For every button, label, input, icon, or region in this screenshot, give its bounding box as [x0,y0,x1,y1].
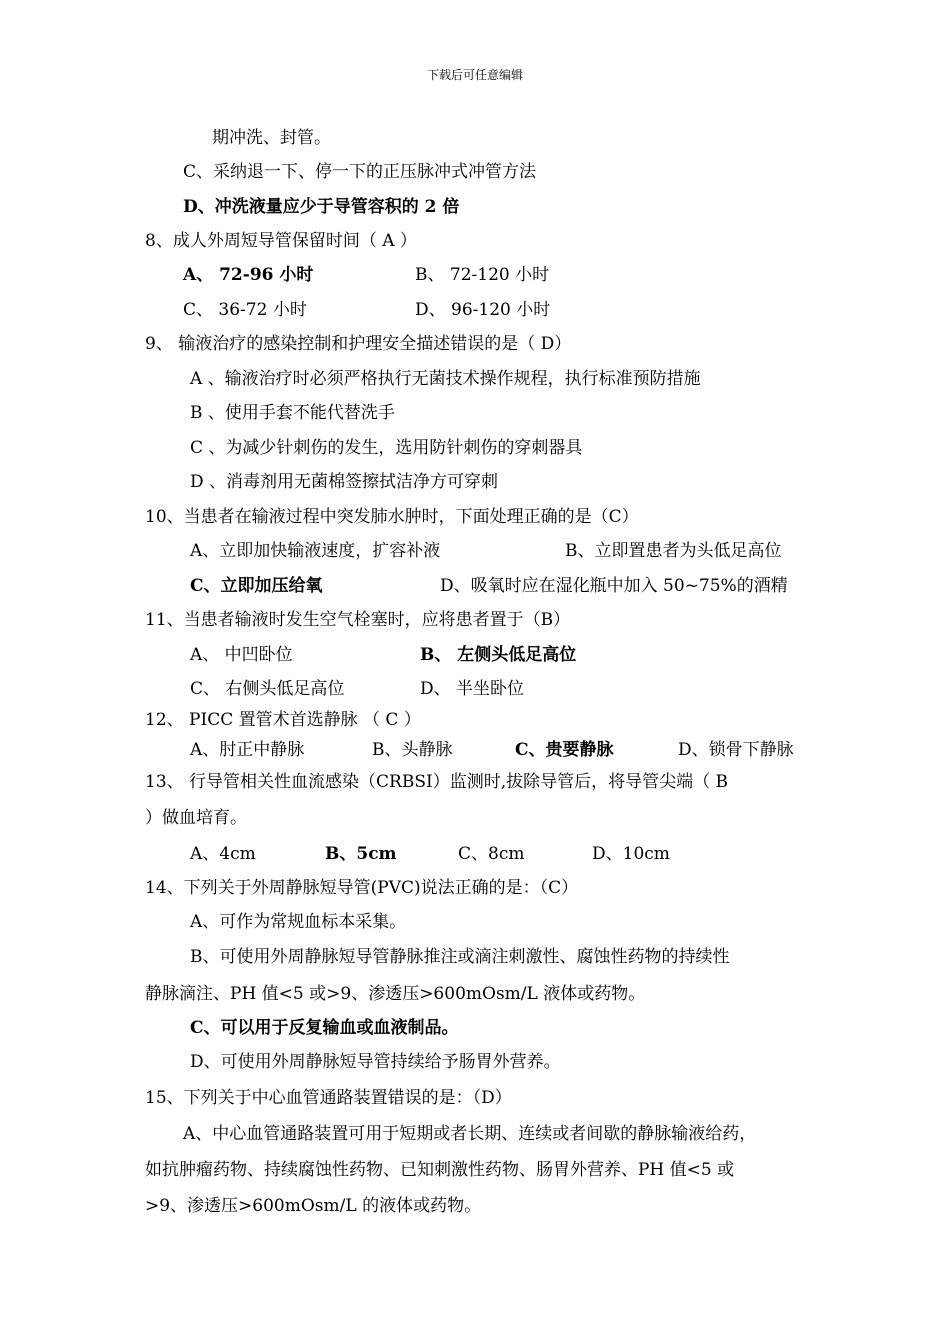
option-c: C、8cm [458,844,525,864]
question-12: 12、 PICC 置管术首选静脉 （ C ） [145,710,421,730]
question-13-continued: ）做血培育。 [145,808,247,828]
option-a: A、可作为常规血标本采集。 [190,912,407,932]
option-b: B、头静脉 [372,740,453,760]
text-line: C、采纳退一下、停一下的正压脉冲式冲管方法 [183,162,537,182]
option-d: D、锁骨下静脉 [678,740,794,760]
option-d: D、10cm [592,844,670,864]
question-13: 13、 行导管相关性血流感染（CRBSI）监测时,拔除导管后，将导管尖端（ B [145,772,728,792]
text-line: 期冲洗、封管。 [212,128,331,148]
question-10: 10、当患者在输液过程中突发肺水肿时，下面处理正确的是（C） [145,507,639,527]
question-14: 14、下列关于外周静脉短导管(PVC)说法正确的是：（C） [145,878,579,898]
option-b-answer: B、 左侧头低足高位 [420,645,577,665]
option-a: A、 中凹卧位 [190,645,293,665]
option-c: C 、为减少针刺伤的发生，选用防针刺伤的穿刺器具 [190,438,583,458]
option-d: D、 96-120 小时 [415,300,551,320]
question-11: 11、当患者输液时发生空气栓塞时，应将患者置于（B） [145,610,571,630]
question-8: 8、成人外周短导管保留时间（ A ） [145,231,417,251]
option-b: B 、使用手套不能代替洗手 [190,403,395,423]
option-c: C、 右侧头低足高位 [190,679,345,699]
option-a: A、中心血管通路装置可用于短期或者长期、连续或者间歇的静脉输液给药， [183,1124,757,1144]
option-b: B、 72-120 小时 [415,265,550,285]
option-b: B、立即置患者为头低足高位 [565,541,782,561]
option-d: D、可使用外周静脉短导管持续给予肠胃外营养。 [190,1052,561,1072]
option-c-answer: C、可以用于反复输血或血液制品。 [190,1018,459,1038]
option-d: D 、消毒剂用无菌棉签擦拭洁净方可穿刺 [190,472,499,492]
option-a-continued: >9、渗透压>600mOsm/L 的液体或药物。 [145,1196,482,1216]
question-15: 15、下列关于中心血管通路装置错误的是：（D） [145,1088,512,1108]
option-d: D、吸氧时应在湿化瓶中加入 50~75%的酒精 [440,576,788,596]
option-c: C、 36-72 小时 [183,300,307,320]
option-a: A、肘正中静脉 [190,740,305,760]
option-b-answer: B、5cm [325,844,397,864]
option-a: A、立即加快输液速度，扩容补液 [190,541,441,561]
option-d: D、 半坐卧位 [420,679,525,699]
option-a-continued: 如抗肿瘤药物、持续腐蚀性药物、已知刺激性药物、肠胃外营养、PH 值<5 或 [145,1160,735,1180]
option-a-answer: A、 72-96 小时 [183,265,314,285]
text-line-answer: D、冲洗液量应少于导管容积的 2 倍 [183,197,460,217]
option-a: A 、输液治疗时必须严格执行无菌技术操作规程，执行标准预防措施 [190,369,701,389]
option-b-continued: 静脉滴注、PH 值<5 或>9、渗透压>600mOsm/L 液体或药物。 [145,984,646,1004]
page-header: 下载后可任意编辑 [426,68,523,82]
option-b: B、可使用外周静脉短导管静脉推注或滴注刺激性、腐蚀性药物的持续性 [190,947,730,967]
option-c-answer: C、立即加压给氧 [190,576,323,596]
question-9: 9、 输液治疗的感染控制和护理安全描述错误的是（ D） [145,334,572,354]
option-a: A、4cm [190,844,256,864]
option-c-answer: C、贵要静脉 [515,740,614,760]
